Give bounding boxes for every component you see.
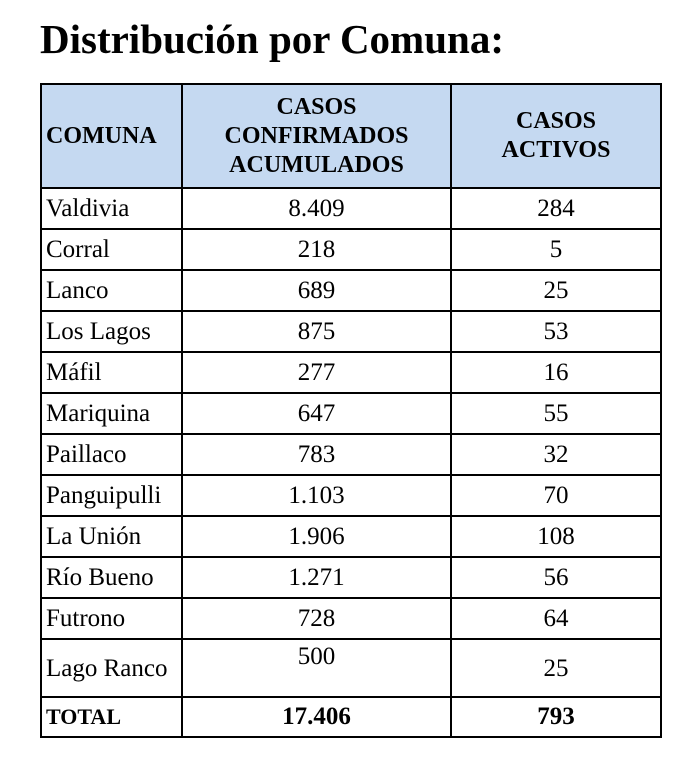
cell-confirmados: 647 <box>182 393 451 434</box>
header-casos-confirmados <box>182 84 451 188</box>
cell-confirmados: 8.409 <box>182 188 451 229</box>
cell-confirmados: 1.271 <box>182 557 451 598</box>
header-activos-line-2: ACTIVOS <box>501 137 611 163</box>
table-row <box>41 598 661 639</box>
cell-comuna: Máfil <box>41 352 182 393</box>
cell-activos: 55 <box>451 393 661 434</box>
table-row <box>41 434 661 475</box>
comuna-distribution-table <box>40 83 662 738</box>
table-total-row <box>41 697 661 737</box>
table-row <box>41 311 661 352</box>
cell-comuna: Panguipulli <box>41 475 182 516</box>
cell-comuna: Futrono <box>41 598 182 639</box>
cell-activos: 5 <box>451 229 661 270</box>
table-header-row <box>41 84 661 188</box>
cell-confirmados: 277 <box>182 352 451 393</box>
cell-comuna: Valdivia <box>41 188 182 229</box>
total-activos: 793 <box>451 697 661 737</box>
cell-comuna: Los Lagos <box>41 311 182 352</box>
cell-confirmados: 1.906 <box>182 516 451 557</box>
total-label: TOTAL <box>41 697 182 737</box>
table-row <box>41 393 661 434</box>
cell-activos: 64 <box>451 598 661 639</box>
header-confirmados-line-3: ACUMULADOS <box>229 151 404 178</box>
cell-confirmados: 689 <box>182 270 451 311</box>
cell-activos: 56 <box>451 557 661 598</box>
header-confirmados-line-2: CONFIRMADOS <box>224 122 409 149</box>
cell-activos: 25 <box>451 639 661 697</box>
cell-activos: 25 <box>451 270 661 311</box>
cell-activos: 284 <box>451 188 661 229</box>
cell-confirmados: 218 <box>182 229 451 270</box>
table-row <box>41 516 661 557</box>
cell-comuna: Paillaco <box>41 434 182 475</box>
table-row <box>41 188 661 229</box>
cell-activos: 32 <box>451 434 661 475</box>
cell-activos: 16 <box>451 352 661 393</box>
cell-comuna: La Unión <box>41 516 182 557</box>
cell-confirmados: 1.103 <box>182 475 451 516</box>
cell-confirmados: 875 <box>182 311 451 352</box>
cell-activos: 108 <box>451 516 661 557</box>
header-comuna: COMUNA <box>41 84 182 188</box>
table-row <box>41 229 661 270</box>
cell-comuna: Río Bueno <box>41 557 182 598</box>
header-activos-line-1: CASOS <box>515 108 597 134</box>
cell-confirmados: 500 <box>182 639 451 697</box>
cell-comuna: Lago Ranco <box>41 639 182 697</box>
cell-activos: 53 <box>451 311 661 352</box>
header-casos-activos <box>451 84 661 188</box>
table-row <box>41 475 661 516</box>
page-title: Distribución por Comuna: <box>40 16 504 62</box>
table-row <box>41 270 661 311</box>
table-row <box>41 557 661 598</box>
cell-activos: 70 <box>451 475 661 516</box>
cell-confirmados: 728 <box>182 598 451 639</box>
table-row <box>41 352 661 393</box>
cell-comuna: Lanco <box>41 270 182 311</box>
total-confirmados: 17.406 <box>182 697 451 737</box>
table-row <box>41 639 661 697</box>
cell-comuna: Mariquina <box>41 393 182 434</box>
header-confirmados-line-1: CASOS <box>276 93 357 120</box>
cell-comuna: Corral <box>41 229 182 270</box>
cell-confirmados: 783 <box>182 434 451 475</box>
